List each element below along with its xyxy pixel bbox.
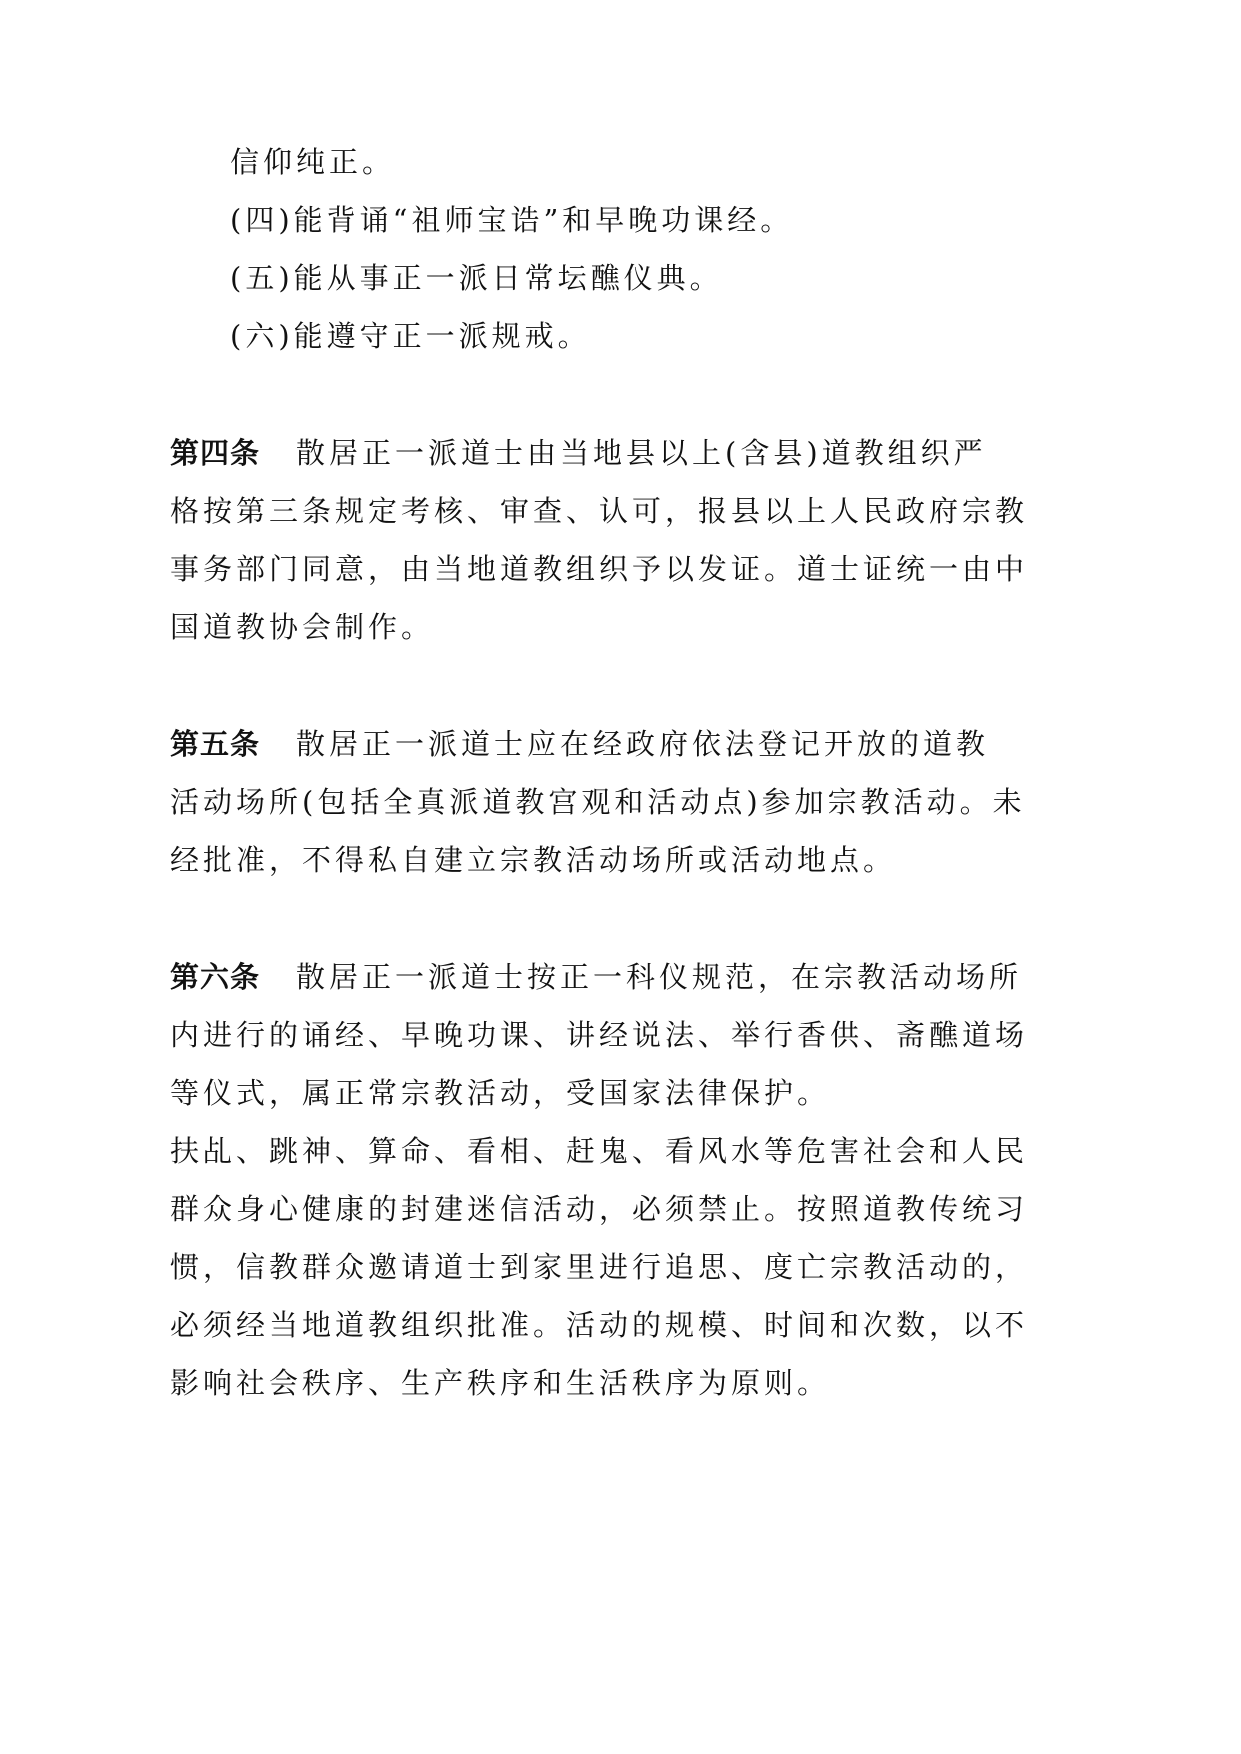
article-5-line [170,724,989,764]
article-text: 活动场所(包括全真派道教宫观和活动点)参加宗教活动。未 [170,785,1026,819]
article-text: 散居正一派道士应在经政府依法登记开放的道教 [296,727,990,761]
article-text: 必须经当地道教组织批准。活动的规模、时间和次数，以不 [170,1308,1029,1342]
article-4-heading: 第四条 [170,436,261,470]
article-text: 扶乩、跳神、算命、看相、赶鬼、看风水等危害社会和人民 [170,1134,1029,1168]
article-4-line [170,433,987,473]
article-5-heading: 第五条 [170,727,261,761]
list-item: (四)能背诵“祖师宝诰”和早晚功课经。 [230,203,794,237]
list-item: (五)能从事正一派日常坛醮仪典。 [230,261,723,295]
article-text: 影响社会秩序、生产秩序和生活秩序为原则。 [170,1366,831,1400]
article-text: 经批准，不得私自建立宗教活动场所或活动地点。 [170,843,897,877]
article-6-heading: 第六条 [170,960,261,994]
article-text: 内进行的诵经、早晚功课、讲经说法、举行香供、斋醮道场 [170,1018,1029,1052]
article-text: 事务部门同意，由当地道教组织予以发证。道士证统一由中 [170,552,1029,586]
article-text: 散居正一派道士按正一科仪规范，在宗教活动场所 [296,960,1023,994]
article-text: 等仪式，属正常宗教活动，受国家法律保护。 [170,1076,831,1110]
text-line: 信仰纯正。 [230,145,396,179]
article-text: 格按第三条规定考核、审查、认可，报县以上人民政府宗教 [170,494,1029,528]
article-text: 惯，信教群众邀请道士到家里进行追思、度亡宗教活动的， [170,1250,1029,1284]
article-text: 国道教协会制作。 [170,610,435,644]
article-text: 群众身心健康的封建迷信活动，必须禁止。按照道教传统习 [170,1192,1029,1226]
article-6-line [170,957,1022,997]
article-text: 散居正一派道士由当地县以上(含县)道教组织严 [296,436,987,470]
list-item: (六)能遵守正一派规戒。 [230,319,591,353]
